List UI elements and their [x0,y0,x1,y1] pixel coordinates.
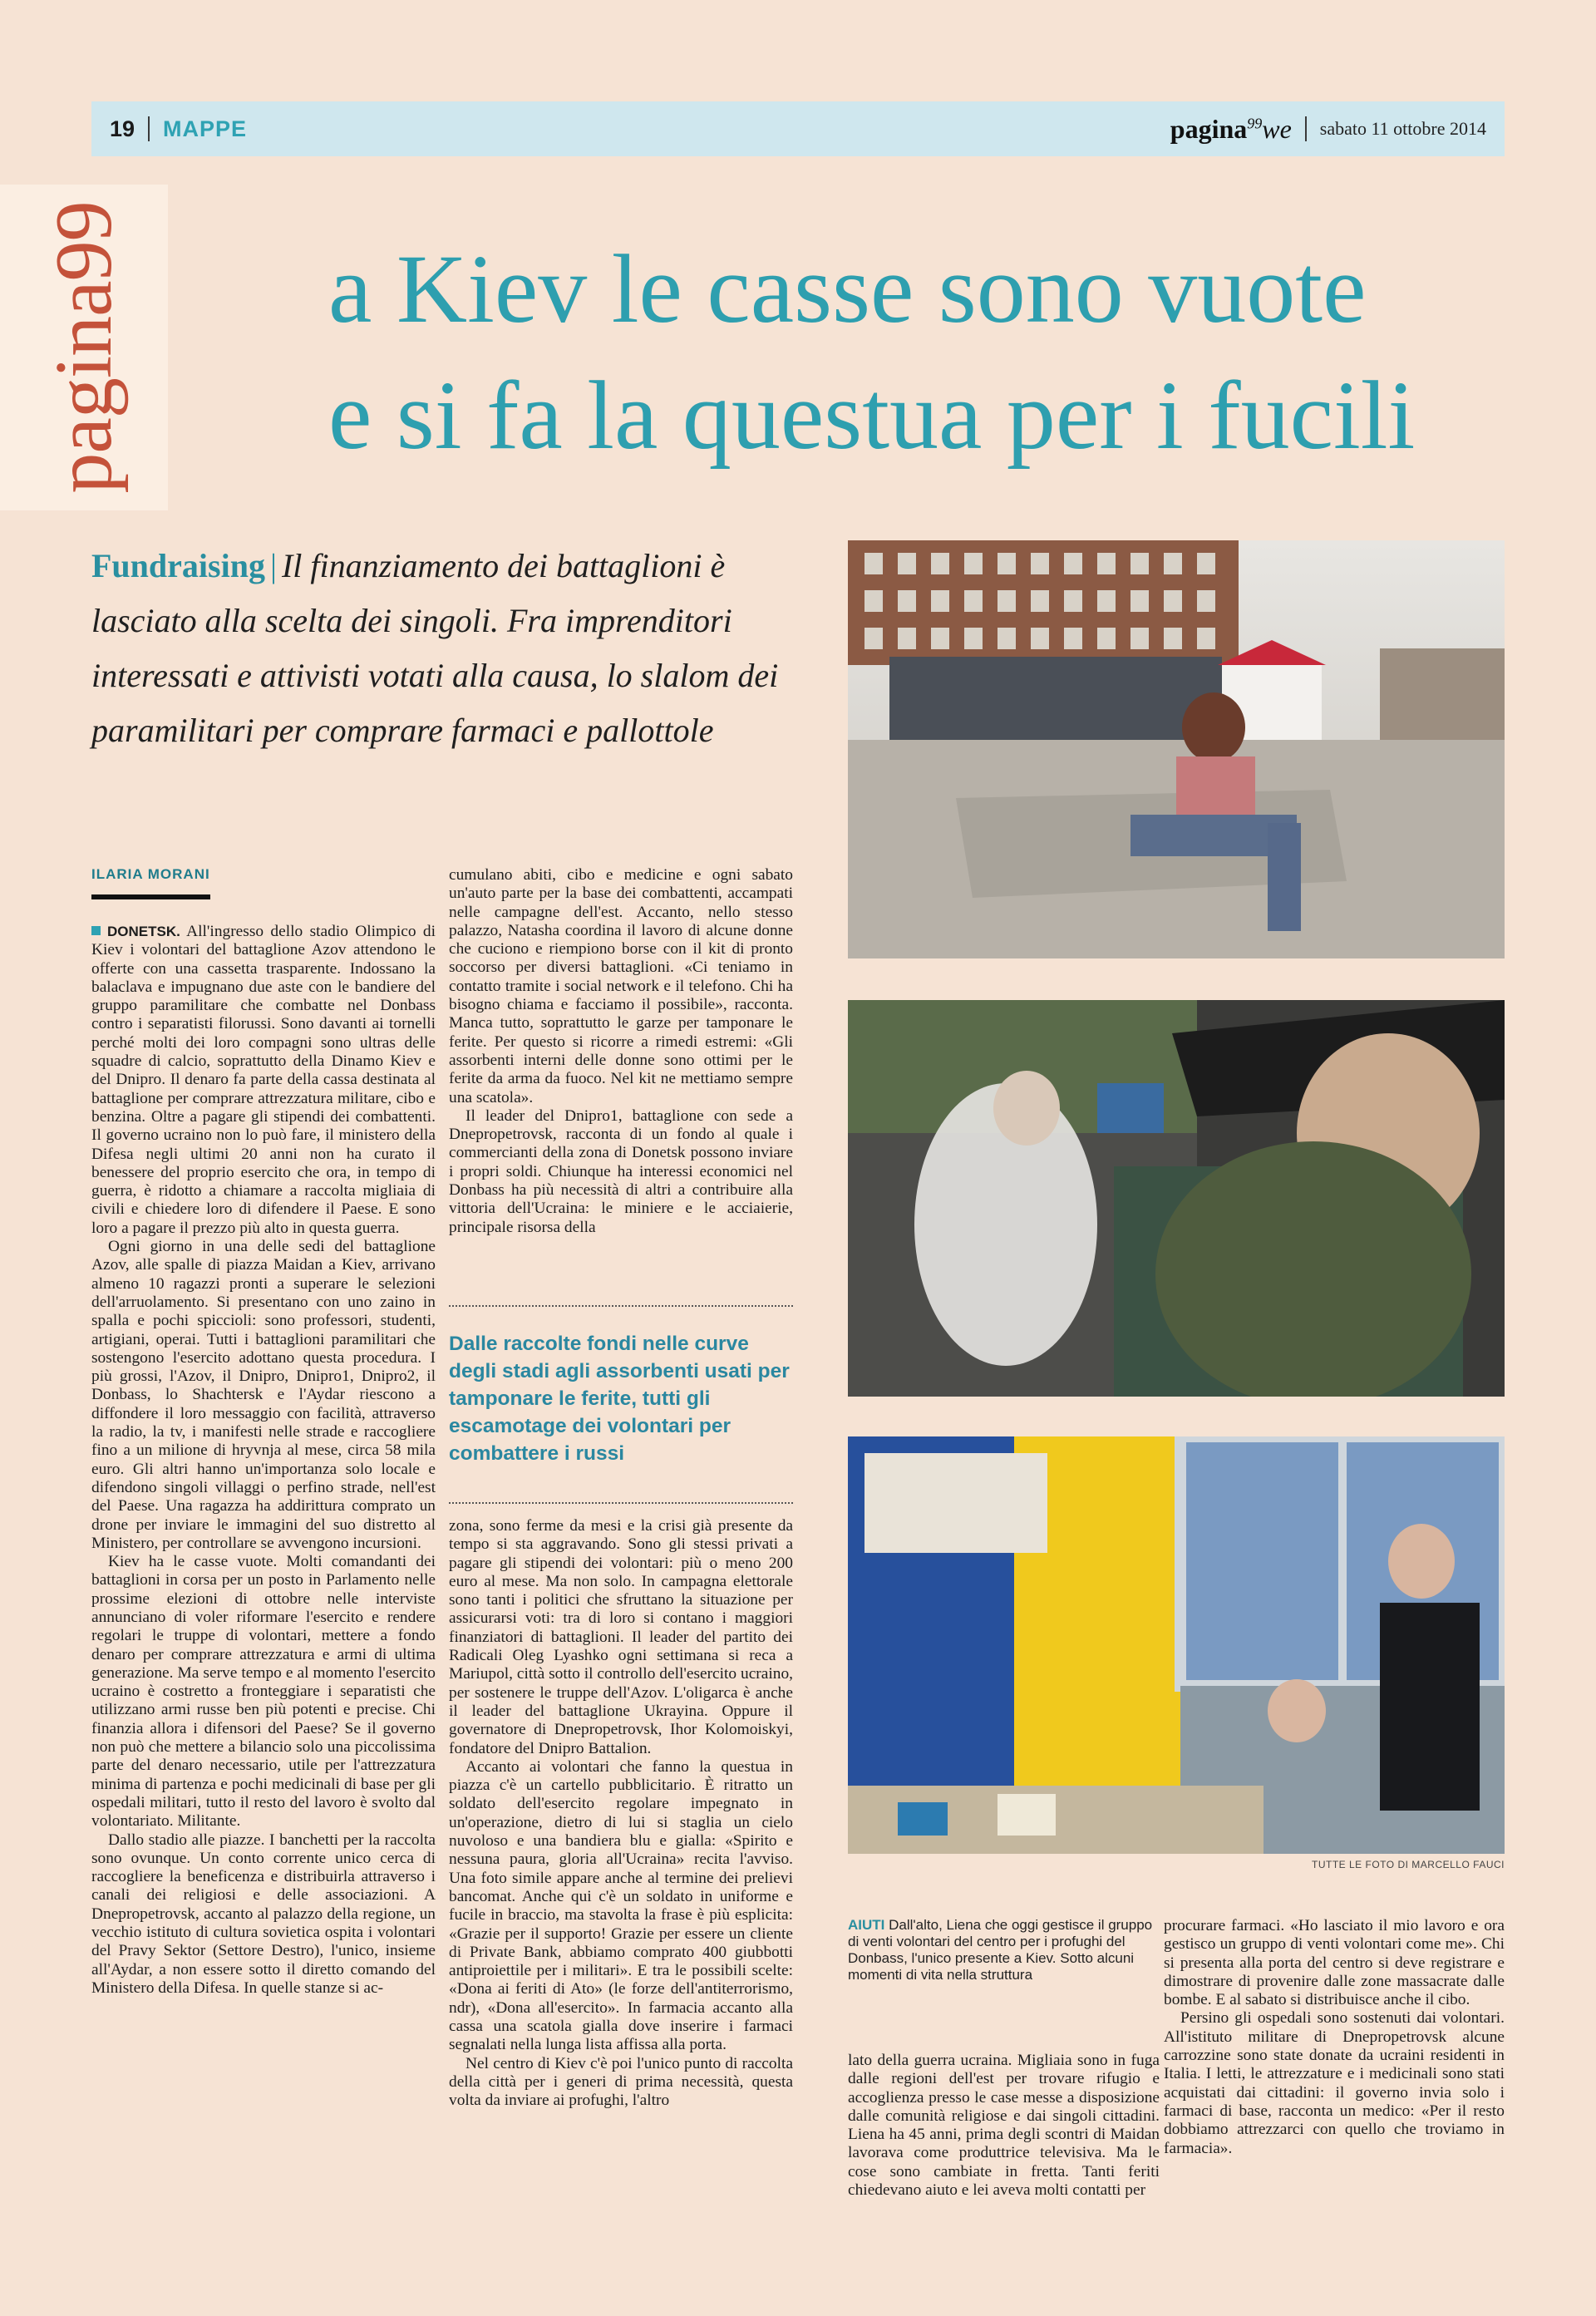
article-paragraph: Kiev ha le casse vuote. Molti comandanti dei battaglioni in corsa per un posto in Parlamento nelle prossime elezioni di ottobre nelle interviste annunciano di voler riformare l'esercito e rendere regolari le truppe di volontari, mettere a fondo denaro per comprare attrezzatura e armi di ultima generazione. Ma serve tempo e al momento l'esercito ucraino è costretto a fronteggiare i separatisti che utilizzano armi russe ben più potenti e precise. Chi finanzia allora i difensori del Paese? Se il governo non può che mettere a bilancio solo una piccolissima parte del denaro necessario, utile per l'attrezzatura minima di partenza e pochi medicinali di base per gli ospedali militari, tutto il resto del lavoro è svolto dal volontariato. Militante. [91,1553,436,1831]
dateline: DONETSK. [107,924,180,939]
photo-liena [848,540,1505,958]
pullquote: Dalle raccolte fondi nelle curve degli stadi agli assorbenti usati per tamponare le ferite, tutti gli escamotage dei volontari per combattere i russi [449,1333,790,1465]
byline-rule [91,894,210,899]
header-divider-2 [1305,116,1307,141]
article-column-3 [848,2052,1160,2200]
page-number: 19 [110,116,135,141]
brand-logo: pagina$^{99}$we [1170,113,1292,144]
article-column-1 [91,923,436,1998]
byline: ILARIA MORANI [91,866,210,882]
article-paragraph: Accanto ai volontari che fanno la questua in piazza c'è un cartello pubblicitario. È ritratto un soldato dell'esercito regolare impegnato in un'operazione, dietro di lui si staglia un cielo nuvoloso e una bandiera blu e gialla: «Spirito e nessuna paura, gloria all'Ucraina» recita l'avviso. Una foto simile appare anche al termine dei prelievi bancomat. Anche qui c'è un soldato in uniforme e fucile in braccio, ma stavolta la frase è più esplicita: «Grazie per il supporto! Grazie per essere un cliente di Private Bank, abbiamo comprato 400 giubbotti antiproiettile per i militari». E tra le possibili scelte: «Dona ai feriti di Ato» (le forze dell'antiterrorismo, ndr), «Dona all'esercito». In farmacia accanto alla cassa una scatola gialla dove inserire i farmaci segnalati nella lunga lista affissa alla porta. [449,1757,793,2054]
caption-label: AIUTI [848,1917,885,1933]
article-paragraph: Il leader del Dnipro1, battaglione con sede a Dnepropetrovsk, racconta di un fondo al quale i commercianti della zona di Donetsk possono inviare i propri soldi. Chiunque ha interessi economici nel Donbass ha più necessità di altri a contribuire alla vittoria dell'Ucraina: le miniere e le acciaierie, principale risorsa della [449,1106,793,1236]
standfirst [91,539,798,758]
article-paragraph: Dallo stadio alle piazze. I banchetti per la raccolta sono ovunque. Un conto corrente unico cerca di raccogliere la beneficenza e distribuirla attraverso i canali dei religiosi e delle associazioni. A Dnepropetrovsk, accanto al palazzo della regione, un vecchio istituto di cultura sovietica ospita i volontari del Pravy Sektor (Settore Destro), l'unico, insieme all'Aydar, a non essere sotto il diretto comando del Ministero della Difesa. In quelle stanze si ac- [91,1831,436,1997]
issue-date: sabato 11 ottobre 2014 [1319,118,1486,139]
photo-credit: TUTTE LE FOTO DI MARCELLO FAUCI [1312,1859,1505,1870]
kicker-separator: | [269,547,277,584]
headline-line-2: e si fa la questua per i fucili [328,361,1416,470]
article-paragraph: Nel centro di Kiev c'è poi l'unico punto di raccolta della città per i generi di prima necessità, questa volta da inviare ai profughi, l'altro [449,2054,793,2110]
standfirst-text: Il finanziamento dei battaglioni è lasciato alla scelta dei singoli. Fra imprenditori interessati e attivisti votati alla causa, lo slalom dei paramilitari per comprare farmaci e pallottole [91,547,779,749]
side-logo-text: pagina99 [39,201,129,494]
article-column-4 [1164,1917,1505,2158]
photo-refugee-market [848,1000,1505,1397]
page-header [91,101,1505,156]
article-paragraph: Ogni giorno in una delle sedi del battaglione Azov, alle spalle di piazza Maidan a Kiev, arrivano almeno 10 ragazzi pronti a superare le selezioni dell'arruolamento. Si presentano con uno zaino in spalla e pochi spiccioli: sono professori, studenti, artigiani, operai. Tutti i battaglioni paramilitari che sostengono l'esercito adottano questa procedura. I più grossi, l'Azov, il Dnipro, Dnipro1, Dnipro2, il Donbass, lo Shachtersk e l'Aydar riescono a diffondere il loro messaggio con facilità, attraverso la radio, la tv, i manifesti nelle strade e raccogliere fino a un milione di hryvnja al mese, circa 58 mila euro. Gli altri hanno un'importanza solo locale e difendono singoli villaggi o perfino strade, nell'est del Paese. Una ragazza ha addirittura comprato un drone per inviare le immagini del suo distretto al Ministero, per controllare se avvengono incursioni. [91,1238,436,1552]
kicker: Fundraising [91,547,265,584]
article-paragraph: cumulano abiti, cibo e medicine e ogni sabato un'auto parte per la base dei combattenti, accampati nelle campagne dell'est. Accanto, nello stesso palazzo, Natasha coordina il lavoro di alcune donne che cuciono e riempiono borse con il kit di pronto soccorso per diversi battaglioni. «Ci teniamo in contatto tramite i social network e il telefono. Chi ha bisogno chiama e facciamo il possibile», racconta. Manca tutto, soprattutto le garze per tamponare le ferite. Per questo si ricorre a rimedi estremi: «Gli assorbenti interni delle donne sono ottimi per le ferite da arma da fuoco. Nel kit ne mettiamo sempre una scatola». [449,866,793,1106]
article-paragraph: zona, sono ferme da mesi e la crisi già presente da tempo si sta aggravando. Sono gli stessi privati a pagare gli stipendi dei volontari: più o meno 200 euro al mese. Ma non solo. In campagna elettorale sono tanti i politici che sfruttano la situazione per assicurarsi voti: tra di loro si contano i maggiori finanziatori di battaglioni. Il leader del partito dei Radicali Oleg Lyashko ogni settimana si reca a Mariupol, città sotto il controllo dell'esercito ucraino, per sostenere le truppe dell'Azov. L'oligarca è anche il leader del battaglione Ukrayina. Oppure il governatore di Dnepropetrovsk, Ihor Kolomoiskyi, fondatore del Dnipro Battalion. [449,1517,793,1757]
pullquote-rule-bottom [449,1502,793,1504]
headline [328,226,1509,479]
photo-caption [848,1917,1160,1983]
headline-line-1: a Kiev le casse sono vuote [328,234,1367,343]
paragraph-marker-icon [91,926,101,935]
photo-collection-point [848,1436,1505,1854]
header-right [1170,114,1486,145]
caption-text: Dall'alto, Liena che oggi gestisce il gruppo di venti volontari del centro per i profughi del Donbass, l'unico presente a Kiev. Sotto alcuni momenti di vita nella struttura [848,1917,1153,1983]
article-paragraph: DONETSK. All'ingresso dello stadio Olimpico di Kiev i volontari del battaglione Azov attendono le offerte con una cassetta trasparente. Indossano la balaclava e impugnano due aste con le bandiere del gruppo paramilitare che combatte nel Donbass contro i separatisti filorussi. Sono davanti ai tornelli perché molti dei loro compagni sono ultras delle squadre di calcio, soprattutto della Dinamo Kiev e del Dnipro. Il denaro fa parte della cassa destinata al battaglione per comprare attrezzatura militare, cibo e benzina. Oltre a pagare gli stipendi dei combattenti. Il governo ucraino non lo può fare, il ministero della Difesa negli ultimi 20 anni non ha curato il benessere del proprio esercito che ora, in tempo di guerra, è ridotto a chiamare a raccolta migliaia di civili e chiedere loro di difendere il Paese. E sono loro a pagare il prezzo più alto in questa guerra. [91,923,436,1237]
section-label: MAPPE [163,116,248,141]
side-logo-block [0,185,168,510]
article-column-2-bottom [449,1517,793,2111]
article-paragraph: procurare farmaci. «Ho lasciato il mio lavoro e ora gestisco un gruppo di venti volontari come me». Chi si presenta alla porta del centro si deve registrare e dimostrare di provenire dalle zone massacrate dalle bombe. E al sabato si distribuisce anche il cibo. [1164,1917,1505,2009]
article-column-2-top [449,866,793,1237]
header-divider [148,116,150,141]
article-paragraph: Persino gli ospedali sono sostenuti dai volontari. All'istituto militare di Dnepropetrovsk alcune carrozzine sono state donate da ucraini residenti in Italia. I letti, le attrezzature e i medicinali sono stati acquistati dai cittadini: il governo invia solo i farmaci di base, racconta un medico: «Per il resto dobbiamo attrezzarci con quello che troviamo in farmacia». [1164,2009,1505,2157]
article-paragraph: lato della guerra ucraina. Migliaia sono in fuga dalle regioni dell'est per trovare rifugio e accoglienza presso le case messe a disposizione dalle comunità religiose e dai singoli cittadini. Liena ha 45 anni, prima degli scontri di Maidan lavorava come produttrice televisiva. Ma le cose sono cambiate in fretta. Tanti feriti chiedevano aiuto e lei aveva molti contatti per [848,2052,1160,2200]
pullquote-rule-top [449,1305,793,1307]
